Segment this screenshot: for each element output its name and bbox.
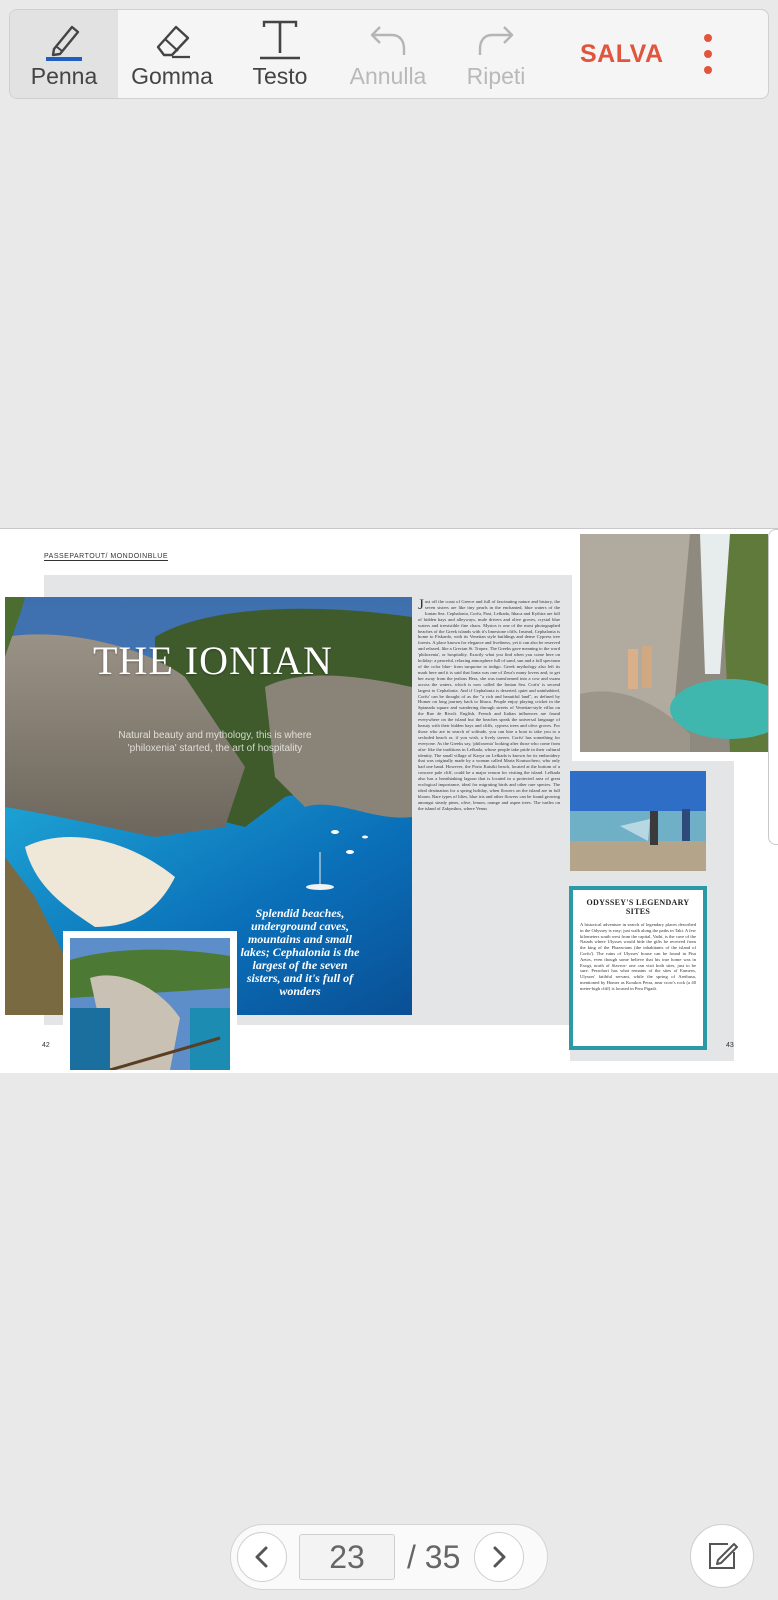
inset-photo-beach: [63, 931, 237, 1073]
chevron-right-icon: [487, 1545, 511, 1569]
edit-document-icon: [704, 1538, 740, 1574]
next-page-button[interactable]: [474, 1532, 524, 1582]
current-page-input[interactable]: 23: [299, 1534, 395, 1580]
undo-label: Annulla: [349, 63, 427, 89]
page-number-left: 42: [42, 1042, 50, 1049]
previous-page-button[interactable]: [237, 1532, 287, 1582]
page-number-right: 43: [726, 1042, 734, 1049]
more-options-button[interactable]: [704, 10, 712, 98]
eraser-icon: [150, 17, 194, 61]
redo-icon: [474, 17, 518, 61]
pen-icon: [42, 17, 86, 61]
boxout-text: A historical adventure in search of legendary places described in the Odyssey is easy; just walk along the paths in Taki. A few kilometers south west from the capital, Vathi, is the cave of the Naiads where Ulysses would hide the gifts he received from the king of the Phaeacians (the inhabitants of the island of Corfu'). The ruins of Ulysses' house can be found in Pisa Aetos, even though some believe that his true home was in Exogi, north of Stavros- one can visit both sites, just to be sure. Perachori has what remains of the sites of Eumeos, Ulysses' faithful servant, while the spring of Arethusa, mentioned by Homer as Korakos Petra, near crow's rock (a 40 meter-high cliff) is located in Pera Pigadi.: [580, 922, 696, 991]
text-tool-button[interactable]: [226, 10, 334, 98]
boxout-title: ODYSSEY'S LEGENDARY SITES: [586, 898, 690, 916]
redo-label: Ripeti: [466, 63, 526, 89]
pen-tool-label: Penna: [30, 63, 98, 89]
document-page[interactable]: [0, 528, 778, 1073]
page-navigator: [230, 1524, 548, 1590]
redo-button[interactable]: [442, 10, 550, 98]
pen-tool-button[interactable]: [10, 10, 118, 98]
fishermen-photo: [570, 771, 706, 871]
save-button[interactable]: SALVA: [580, 39, 664, 68]
article-text: ust off the coast of Greece and full of fascinating nature and history, the seven sisters are like tiny pearls in the enchanted, blue waters of the Ionian Sea. Cephalonia, Corfu, Paxi, Lefkada, Ithaca and Kythira are full of hidden bays and alleyways, mule drivers and olive groves, crystal blue waters and irresistible fine chaos. Mystos is one of the most photographed beaches of the Greek islands with it's limestone cliffs. Instead, Cephalonia is home to Fiskardo, with its Venetian style buildings and dense Cypress tree forests. A place known for elegance and liveliness, yet it can also be reserved and relaxed, like a Grecian St. Tropez. The Greeks gave meaning to the word 'philoxenia', or hospitality. Exactly what you find when you come here on holiday: a peaceful, relaxing atmosphere full of sand, sun and a full spectrum of the color blue- from turquoise to indigo. Greek mythology also left its mark here and it is said that Ionia was one of Zeus's many lovers and, to get her away from the jealous Hera, she was transformed into a cow and swam across the waters, which is now called the Ionian Sea. Corfu' is second largest to Cephalonia. And if Cephalonia is deserted, quiet and uninhabited, Corfu' can be thought of as the "a rich and beautiful land", as defined by Homer on long journey back to Ithaca. People enjoy playing cricket in the Spianada square and wandering through streets of Venetian-style villas on the Rue de Rivoli. English, French and Italian influences are found everywhere on the island but the beaches speak the universal language of beauty with their hidden bays and cliffs, cypress trees and olive groves. For those who are in search of solitude, you can hire a boat to take you to a secluded beach or, if you wish, a lively tavern. Corfu' has something for everyone. As the Greeks say, 'philoxenia' looking after those who come from afar- like the traditions in Lefkada, whose people take pride in their cultural identity. The small village of Karya on Lefkada is known for its embroidery that was originally made by a woman called Maria Koutsochero, who only had one hand. However, the Porto Katsiki beach, located at the bottom of a concave pale cliff, could be a major reason for visiting the island. Lefkada also has a breathtaking lagoon that is located in a protected area of great ecological importance, ideal for migrating birds and other rare species. The ideal destination for a spring holiday, when flowers on the island are in full bloom. Rare types of lilies, blue iris and other flowers can be found growing amongst steady pines, olive, lemon, orange and aspen trees. The turtles on the island of Zakynthos, where Venus: [418, 599, 560, 811]
hero-pull-quote: Splendid beaches, underground caves, mountains and small lakes; Cephalonia is the largest of the seven sisters, and it's full of wonders: [240, 906, 360, 998]
hero-title: THE IONIAN: [93, 638, 333, 683]
more-vertical-icon: [704, 34, 712, 42]
undo-button[interactable]: [334, 10, 442, 98]
hero-subtitle: Natural beauty and mythology, this is where 'philoxenia' started, the art of hospitality: [118, 730, 312, 754]
edit-document-button[interactable]: [690, 1524, 754, 1588]
side-panel-handle[interactable]: [768, 529, 778, 845]
boxout-odyssey: [569, 886, 707, 1050]
undo-icon: [366, 17, 410, 61]
text-tool-label: Testo: [252, 63, 308, 89]
annotation-toolbar: [9, 9, 769, 99]
eraser-tool-label: Gomma: [131, 63, 213, 89]
eraser-tool-button[interactable]: [118, 10, 226, 98]
chevron-left-icon: [250, 1545, 274, 1569]
total-pages: / 35: [407, 1538, 461, 1575]
article-dropcap: J: [418, 597, 424, 613]
running-head: PASSEPARTOUT/ MONDOINBLUE: [44, 553, 169, 560]
waterfall-photo: [580, 534, 768, 752]
text-icon: [258, 17, 302, 61]
article-body: [418, 599, 560, 812]
